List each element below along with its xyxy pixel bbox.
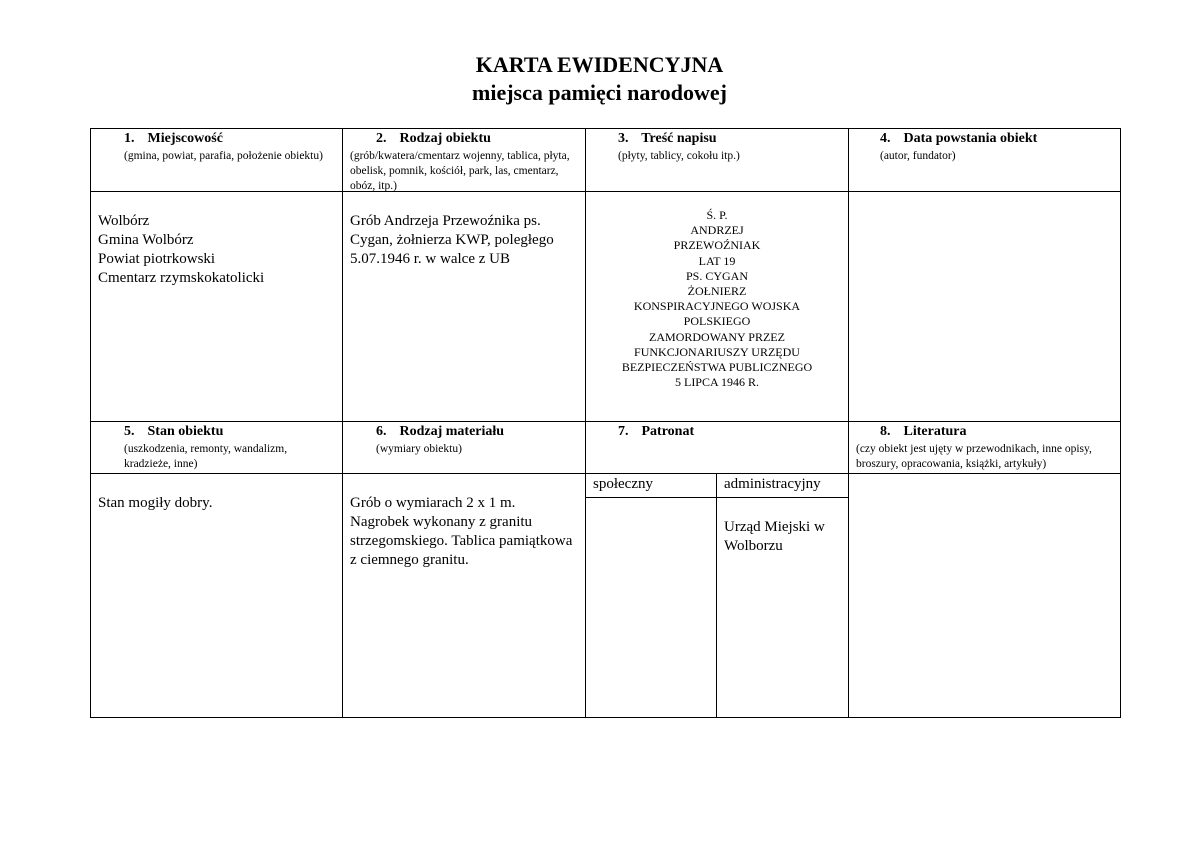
inscription-line: POLSKIEGO	[683, 314, 751, 329]
inscription-line: 5 LIPCA 1946 R.	[674, 375, 759, 390]
material-value: Grób o wymiarach 2 x 1 m. Nagrobek wykonany z granitu strzegomskiego. Tablica pamiątkowa z ciemnego granitu.	[350, 495, 573, 568]
header-date-label: Data powstania obiekt	[903, 131, 1038, 146]
header-location-label: Miejscowość	[147, 131, 223, 146]
header-location-hint: (gmina, powiat, parafia, położenie obiektu)	[124, 150, 323, 162]
header-material-hint: (wymiary obiektu)	[376, 443, 462, 455]
document-subtitle: miejsca pamięci narodowej	[472, 80, 727, 105]
header-date-hint: (autor, fundator)	[880, 150, 956, 162]
header-condition-number: 5.	[124, 424, 135, 439]
document-title: KARTA EWIDENCYJNA	[475, 52, 724, 77]
header-patronage-label: Patronat	[641, 424, 695, 439]
header-inscription-label: Treść napisu	[641, 131, 717, 146]
row-divider-1	[90, 191, 1121, 192]
col-divider-3	[848, 128, 849, 718]
table-border-bottom	[90, 717, 1121, 718]
condition-value: Stan mogiły dobry.	[98, 495, 213, 511]
header-literature-hint: (czy obiekt jest ujęty w przewodnikach, inne opisy, broszury, opracowania, książki, artykuły)	[856, 443, 1092, 470]
header-patronage	[618, 424, 843, 442]
inscription-text	[588, 208, 846, 390]
header-material	[376, 424, 580, 457]
inscription-line: ŻOŁNIERZ	[687, 284, 747, 299]
header-literature-label: Literatura	[903, 424, 967, 439]
inscription-line: Ś. P.	[706, 208, 728, 222]
header-location-number: 1.	[124, 131, 135, 146]
patronage-social-label: społeczny	[593, 476, 653, 492]
col-divider-2	[585, 128, 586, 718]
table-border-right	[1120, 128, 1121, 718]
col-divider-1	[342, 128, 343, 718]
header-literature	[856, 424, 1118, 472]
header-date-number: 4.	[880, 131, 891, 146]
location-line: Wolbórz	[98, 213, 150, 229]
location-line: Gmina Wolbórz	[98, 232, 194, 248]
patronage-admin-value: Urząd Miejski w Wolborzu	[724, 519, 825, 554]
header-condition-hint: (uszkodzenia, remonty, wandalizm, kradzieże, inne)	[124, 443, 288, 470]
object-type-value: Grób Andrzeja Przewoźnika ps. Cygan, żołnierza KWP, poległego 5.07.1946 r. w walce z UB	[350, 213, 554, 267]
header-material-label: Rodzaj materiału	[399, 424, 505, 439]
row-divider-3	[90, 473, 1121, 474]
patronage-admin-label: administracyjny	[724, 476, 821, 492]
header-material-number: 6.	[376, 424, 387, 439]
header-inscription-hint: (płyty, tablicy, cokołu itp.)	[618, 150, 740, 162]
row-divider-2	[90, 421, 1121, 422]
header-inscription-number: 3.	[618, 131, 629, 146]
header-object-type-label: Rodzaj obiektu	[399, 131, 491, 146]
header-literature-number: 8.	[880, 424, 891, 439]
header-inscription	[618, 131, 843, 164]
inscription-line: KONSPIRACYJNEGO WOJSKA	[633, 299, 801, 314]
inscription-line: FUNKCJONARIUSZY URZĘDU	[634, 344, 800, 359]
inscription-line: ANDRZEJ	[690, 223, 744, 238]
table-border-top	[90, 128, 1121, 129]
table-border-left	[90, 128, 91, 718]
header-condition	[124, 424, 336, 472]
location-line: Cmentarz rzymskokatolicki	[98, 270, 265, 286]
location-line: Powiat piotrkowski	[98, 251, 216, 267]
patronage-divider-vertical	[716, 473, 717, 718]
location-value	[98, 212, 338, 288]
header-object-type	[350, 131, 575, 194]
inscription-line: ZAMORDOWANY PRZEZ	[649, 329, 785, 344]
header-condition-label: Stan obiektu	[147, 424, 224, 439]
header-patronage-number: 7.	[618, 424, 629, 439]
header-object-type-hint: (grób/kwatera/cmentarz wojenny, tablica, płyta, obelisk, pomnik, kościół, park, las, cmentarz, obóz, itp.)	[350, 150, 570, 192]
inscription-line: BEZPIECZEŃSTWA PUBLICZNEGO	[621, 360, 813, 375]
header-location	[124, 131, 336, 164]
header-object-type-number: 2.	[376, 131, 387, 146]
inscription-line: PRZEWOŹNIAK	[673, 238, 761, 253]
header-date	[880, 131, 1116, 164]
inscription-line: LAT 19	[698, 253, 736, 268]
inscription-line: PS. CYGAN	[685, 268, 748, 283]
